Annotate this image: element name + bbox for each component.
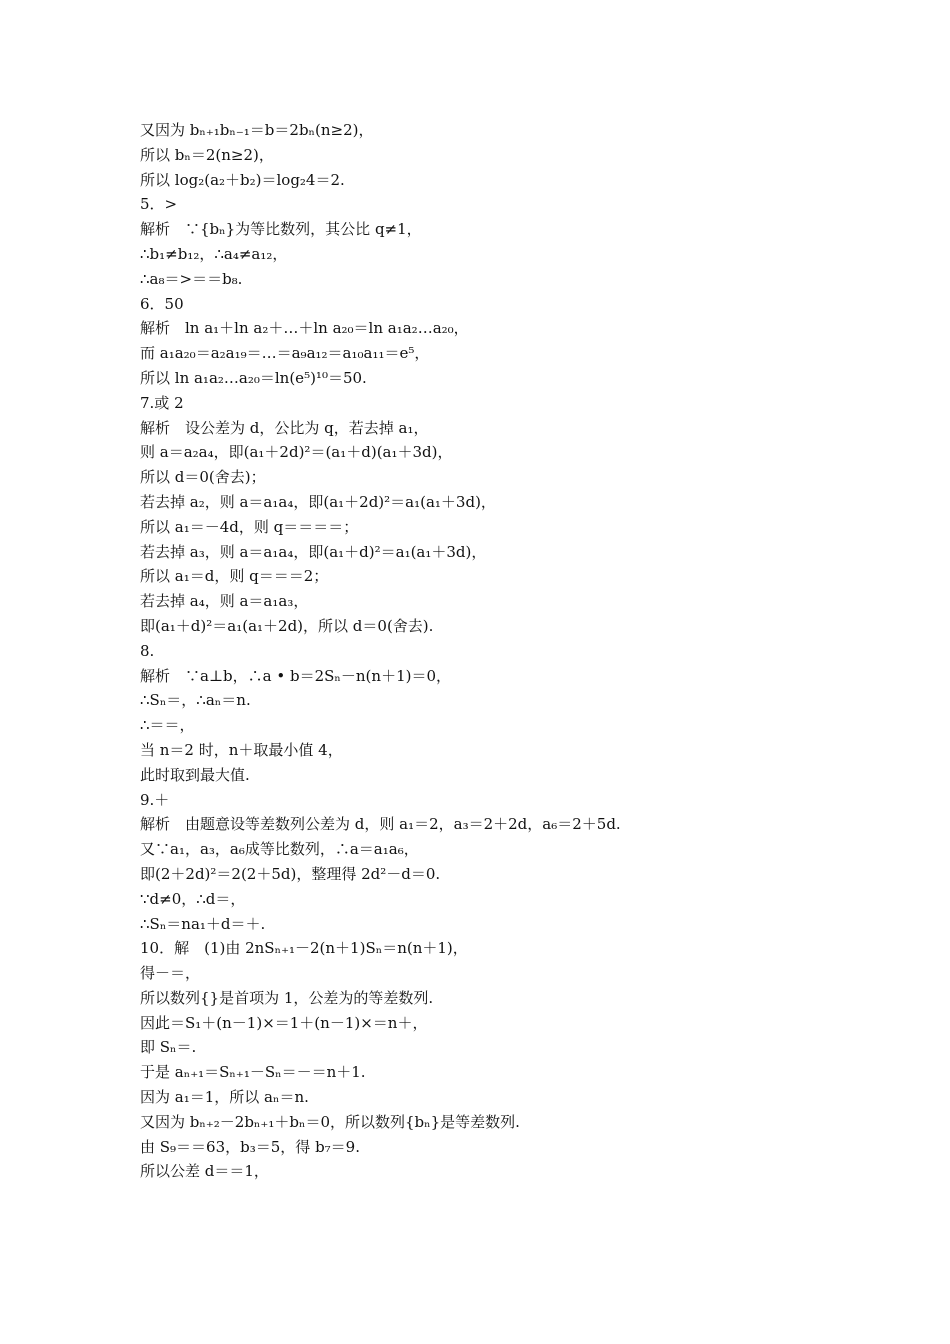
- text-line: 于是 aₙ₊₁＝Sₙ₊₁－Sₙ＝－＝n＋1.: [140, 1063, 366, 1082]
- text-line: 解析 ln a₁＋ln a₂＋…＋ln a₂₀＝ln a₁a₂…a₂₀，: [140, 319, 469, 338]
- text-line: 即 Sₙ＝.: [140, 1038, 197, 1057]
- text-line: ∴b₁≠b₁₂，∴a₄≠a₁₂，: [140, 244, 288, 263]
- text-line: 而 a₁a₂₀＝a₂a₁₉＝…＝a₉a₁₂＝a₁₀a₁₁＝e⁵，: [140, 344, 430, 363]
- answer-number: 8.: [140, 641, 155, 660]
- text-line: 解析 由题意设等差数列公差为 d，则 a₁＝2，a₃＝2＋2d，a₆＝2＋5d.: [140, 815, 621, 834]
- text-line: 又因为 bₙ₊₁bₙ₋₁＝b＝2bₙ(n≥2)，: [140, 121, 374, 139]
- text-line: 因此＝S₁＋(n－1)×＝1＋(n－1)×＝n＋，: [140, 1013, 428, 1032]
- text-line: 又因为 bₙ₊₂－2bₙ₊₁＋bₙ＝0，所以数列{bₙ}是等差数列.: [140, 1112, 520, 1131]
- answer-number: 6．50: [140, 294, 184, 313]
- text-line: ∵d≠0，∴d＝，: [140, 889, 246, 908]
- text-line: 所以 a₁＝－4d，则 q＝＝＝＝；: [140, 517, 359, 536]
- text-line: 所以 a₁＝d，则 q＝＝＝2；: [140, 567, 329, 586]
- text-line: ∴Sₙ＝，∴aₙ＝n.: [140, 691, 251, 710]
- text-line: ∴＝＝，: [140, 716, 195, 735]
- text-line: 当 n＝2 时，n＋取最小值 4，: [140, 740, 343, 759]
- text-line: 所以 d＝0(舍去)；: [140, 468, 266, 487]
- text-line: 解析 设公差为 d，公比为 q，若去掉 a₁，: [140, 418, 429, 437]
- text-line: 若去掉 a₂，则 a＝a₁a₄，即(a₁＋2d)²＝a₁(a₁＋3d)，: [140, 492, 496, 511]
- text-line: 解析 ∵a⊥b，∴a • b＝2Sₙ－n(n＋1)＝0，: [140, 666, 452, 685]
- text-line: 所以 ln a₁a₂…a₂₀＝ln(e⁵)¹⁰＝50.: [140, 368, 367, 387]
- text-line: 若去掉 a₄，则 a＝a₁a₃，: [140, 592, 309, 611]
- text-line: 则 a＝a₂a₄，即(a₁＋2d)²＝(a₁＋d)(a₁＋3d)，: [140, 443, 453, 462]
- answer-number: 7.或 2: [140, 393, 184, 412]
- text-line: 得－＝，: [140, 964, 201, 983]
- text-line: 所以 bₙ＝2(n≥2)，: [140, 145, 274, 164]
- text-line: 即(2＋2d)²＝2(2＋5d)，整理得 2d²－d＝0.: [140, 864, 441, 883]
- answer-number: 9.＋: [140, 790, 170, 809]
- text-line: 所以公差 d＝＝1，: [140, 1162, 269, 1181]
- text-line: 由 S₉＝＝63，b₃＝5，得 b₇＝9.: [140, 1137, 360, 1156]
- text-line: ∴a₈＝>＝＝b₈.: [140, 269, 243, 288]
- text-line: 所以数列{}是首项为 1，公差为的等差数列.: [140, 988, 434, 1007]
- text-line: 又∵a₁，a₃，a₆成等比数列，∴a＝a₁a₆，: [140, 840, 419, 859]
- answer-number: 5．>: [140, 195, 178, 214]
- text-line: 此时取到最大值.: [140, 765, 250, 784]
- text-line: 即(a₁＋d)²＝a₁(a₁＋2d)，所以 d＝0(舍去).: [140, 616, 434, 635]
- text-line: 若去掉 a₃，则 a＝a₁a₄，即(a₁＋d)²＝a₁(a₁＋3d)，: [140, 542, 487, 561]
- text-line: 所以 log₂(a₂＋b₂)＝log₂4＝2.: [140, 170, 345, 189]
- text-line: ∴Sₙ＝na₁＋d＝＋.: [140, 914, 266, 933]
- document-body: [140, 118, 880, 1184]
- answer-number: 10．解 (1)由 2nSₙ₊₁－2(n＋1)Sₙ＝n(n＋1)，: [140, 939, 468, 958]
- text-line: 因为 a₁＝1，所以 aₙ＝n.: [140, 1088, 309, 1107]
- text-line: 解析 ∵{bₙ}为等比数列，其公比 q≠1，: [140, 220, 422, 239]
